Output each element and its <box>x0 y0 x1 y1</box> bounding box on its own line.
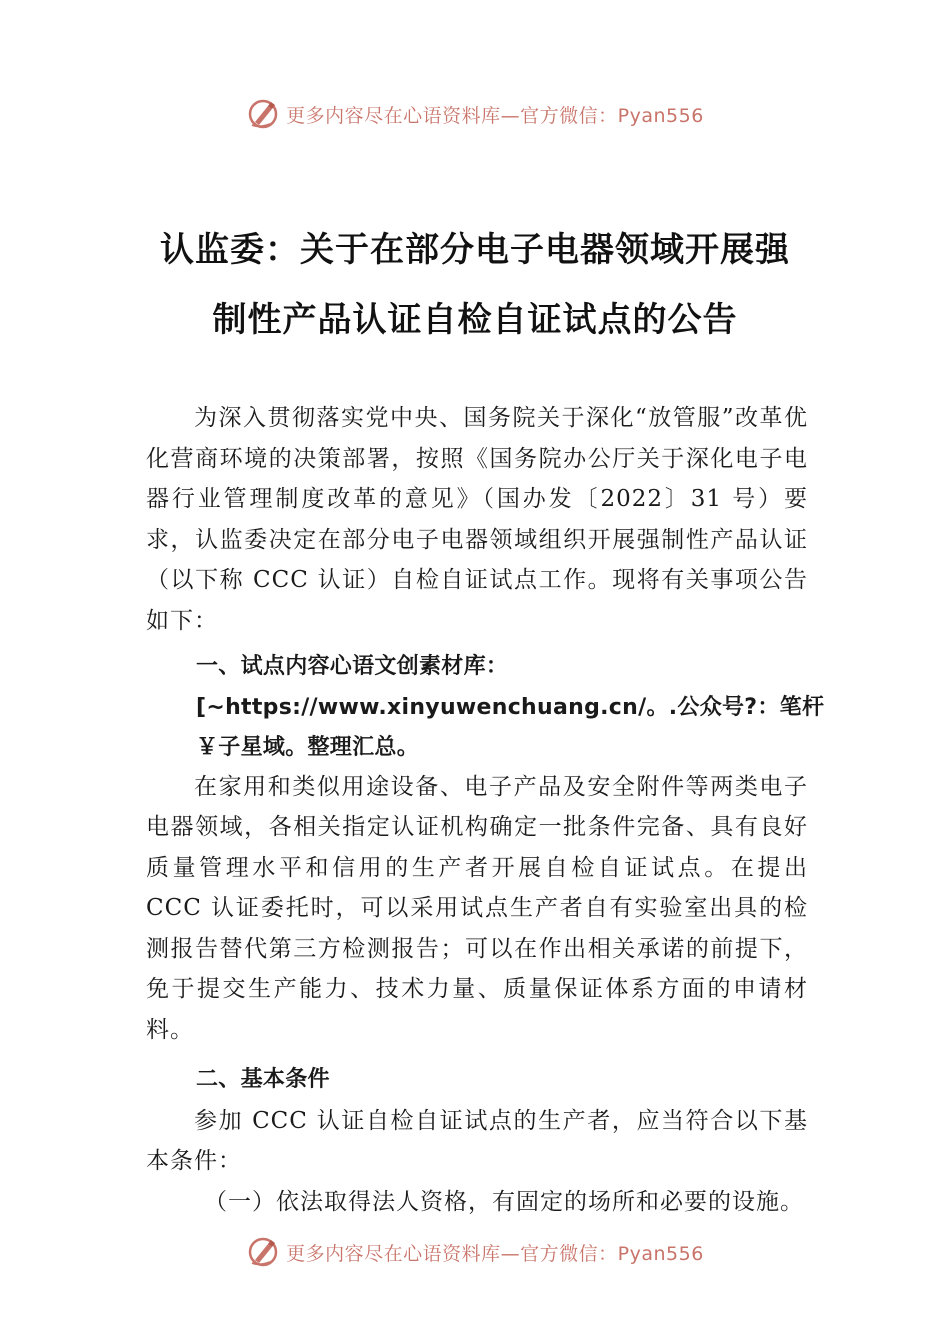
section-2-item-1: （一）依法取得法人资格，有固定的场所和必要的设施。 <box>204 1188 804 1215</box>
watermark-header <box>0 94 950 134</box>
section-1-heading: 一、试点内容心语文创素材库：[~https://www.xinyuwenchuang.cn/。.公众号?：笔杆￥子星域。整理汇总。 <box>196 654 825 760</box>
document-title-line-1: 认监委：关于在部分电子电器领域开展强 <box>160 230 790 270</box>
watermark-text: 更多内容尽在心语资料库—官方微信：Pyan556 <box>286 104 704 127</box>
section-1-paragraph: 在家用和类似用途设备、电子产品及安全附件等两类电子电器领域，各相关指定认证机构确定一批条件完备、具有良好质量管理水平和信用的生产者开展自检自证试点。在提出 CCC 认证委托时，可以采用试点生产者自有实验室出具的检测报告替代第三方检测报告；可以在作出相关承诺的前提下，免于提交生产能力、技术力量、质量保证体系方面的申请材料。 <box>146 773 808 1043</box>
pen-seal-icon <box>246 97 280 131</box>
watermark-text: 更多内容尽在心语资料库—官方微信：Pyan556 <box>286 1242 704 1265</box>
intro-paragraph: 为深入贯彻落实党中央、国务院关于深化“放管服”改革优化营商环境的决策部署，按照《国务院办公厅关于深化电子电器行业管理制度改革的意见》（国办发〔2022〕31 号）要求，认监委决定在部分电子电器领域组织开展强制性产品认证（以下称 CCC 认证）自检自证试点工作。现将有关事项公告如下： <box>146 405 808 634</box>
section-2-paragraph: 参加 CCC 认证自检自证试点的生产者，应当符合以下基本条件： <box>146 1107 808 1174</box>
pen-seal-icon <box>246 1235 280 1269</box>
document-body <box>146 398 825 1222</box>
section-2-heading: 二、基本条件 <box>196 1067 330 1092</box>
watermark-footer <box>0 1232 950 1272</box>
document-title-line-2: 制性产品认证自检自证试点的公告 <box>212 300 738 340</box>
